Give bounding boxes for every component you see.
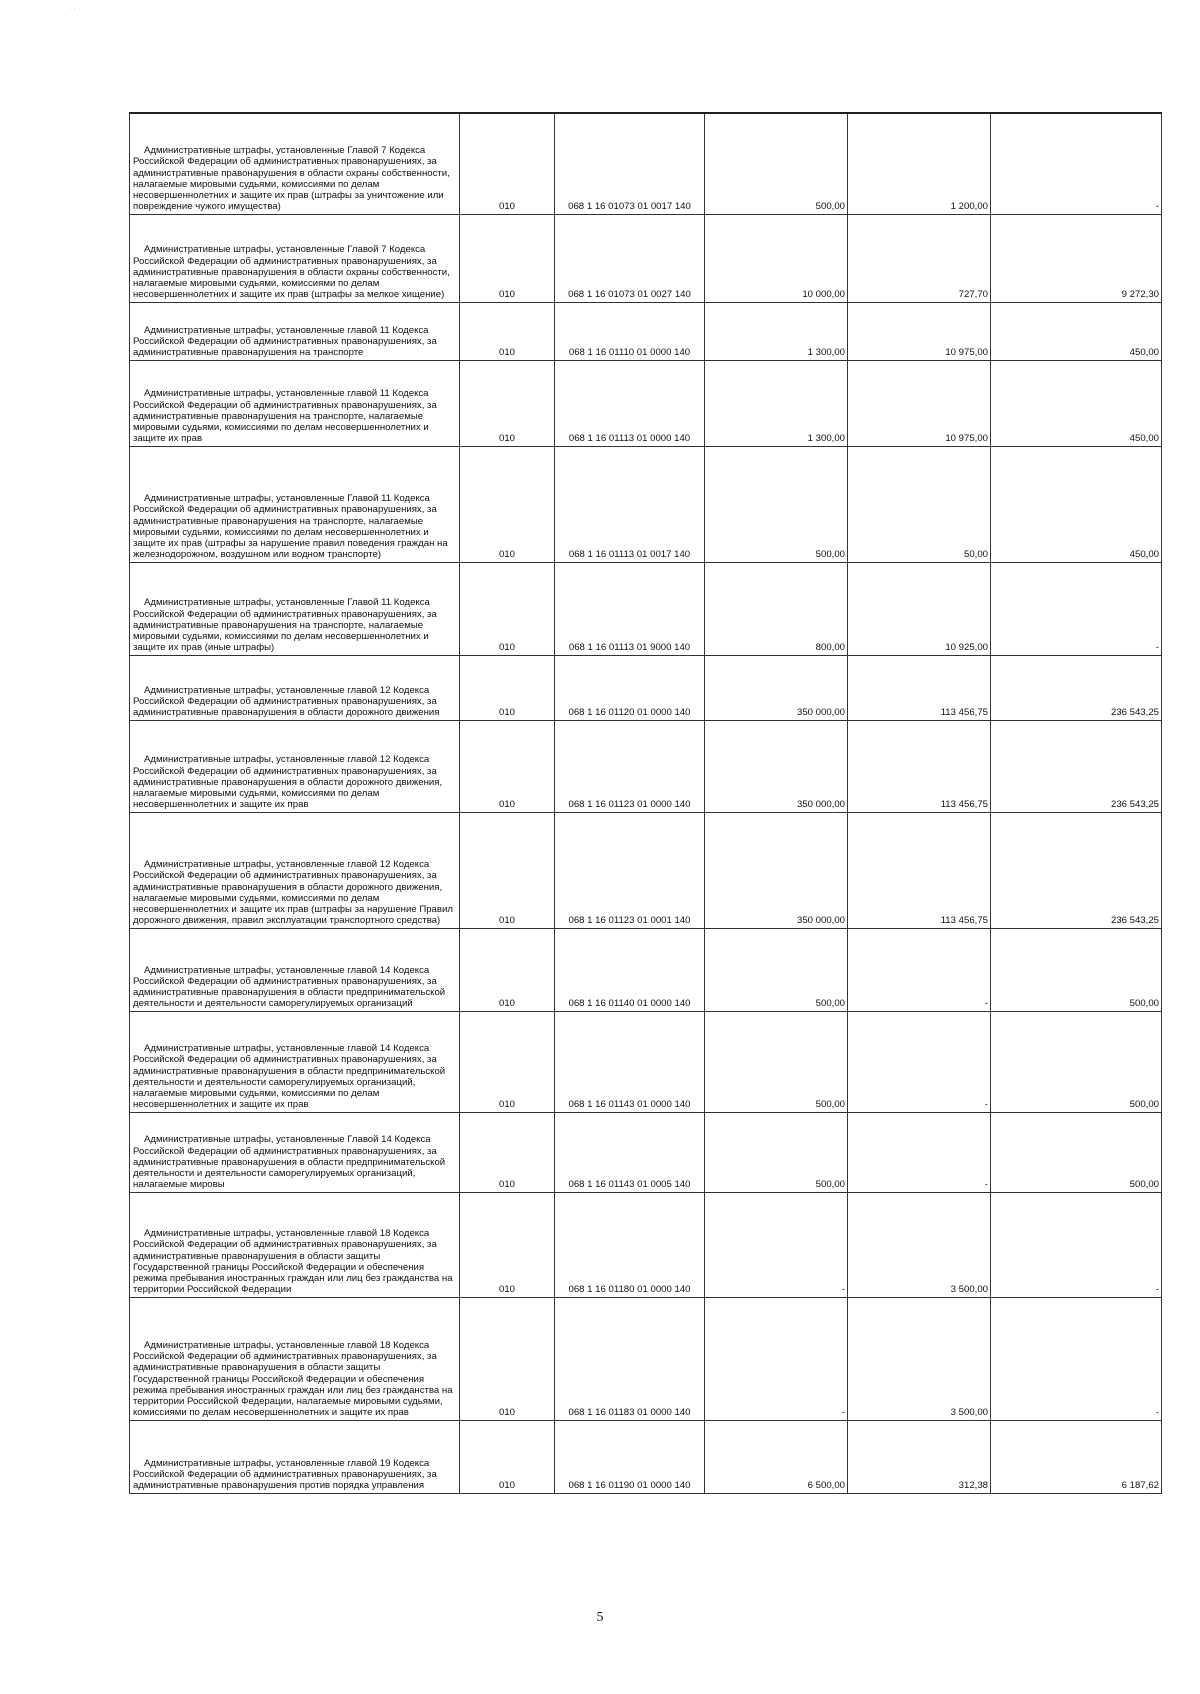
- budget-code-text: 068 1 16 01180 01 0000 140: [568, 1284, 691, 1296]
- remainder-amount-text: 9 272,30: [1121, 289, 1159, 301]
- line-code-cell: [460, 1420, 555, 1493]
- plan-amount-cell: [705, 360, 848, 446]
- budget-code-text: 068 1 16 01123 01 0000 140: [568, 799, 691, 811]
- description-text: Административные штрафы, установленные Главой 11 Кодекса Российской Федерации об административных правонарушениях, за административные правонарушения на транспорте, налагаемые мировыми судьями, комиссиями по делам несовершеннолетних и защите их прав (иные штрафы): [133, 597, 437, 654]
- budget-code-cell: [555, 446, 705, 562]
- executed-amount-cell: [848, 214, 991, 302]
- table-row: [130, 1011, 1162, 1112]
- plan-amount-text: 6 500,00: [807, 1480, 845, 1492]
- budget-code-text: 068 1 16 01120 01 0000 140: [568, 707, 691, 719]
- budget-code-text: 068 1 16 01113 01 0000 140: [568, 433, 691, 445]
- table-row: [130, 928, 1162, 1011]
- remainder-amount-cell: [991, 562, 1162, 655]
- budget-code-cell: [555, 812, 705, 928]
- line-code-text: 010: [498, 1407, 515, 1419]
- line-code-cell: [460, 655, 555, 720]
- budget-code-cell: [555, 360, 705, 446]
- table-row: [130, 214, 1162, 302]
- plan-amount-text: 10 000,00: [802, 289, 845, 301]
- line-code-text: 010: [498, 1480, 515, 1492]
- line-code-text: 010: [498, 998, 515, 1010]
- budget-code-text: 068 1 16 01183 01 0000 140: [568, 1407, 691, 1419]
- plan-amount-cell: [705, 1192, 848, 1297]
- remainder-amount-cell: [991, 214, 1162, 302]
- description-cell: [130, 720, 460, 812]
- table-row: [130, 720, 1162, 812]
- plan-amount-text: -: [841, 1407, 845, 1419]
- plan-amount-cell: [705, 113, 848, 214]
- remainder-amount-cell: [991, 302, 1162, 360]
- description-cell: [130, 1297, 460, 1420]
- description-text: Административные штрафы, установленные главой 18 Кодекса Российской Федерации об административных правонарушениях, за административные правонарушения в области защиты Государственной границы Российской Федерации и обеспечения режима пребывания иностранных граждан или лиц без гражданства на территории Российской Федерации: [133, 1228, 453, 1296]
- description-text: Административные штрафы, установленные главой 18 Кодекса Российской Федерации об административных правонарушениях, за административные правонарушения в области защиты Государственной границы Российской Федерации и обеспечения режима пребывания иностранных граждан или лиц без гражданства на территории Российской Федерации, налагаемые мировыми судьями, комиссиями по делам несовершеннолетних и защите их прав: [133, 1340, 453, 1419]
- description-cell: [130, 302, 460, 360]
- table-row: [130, 113, 1162, 214]
- executed-amount-cell: [848, 812, 991, 928]
- remainder-amount-text: 450,00: [1129, 347, 1159, 359]
- plan-amount-text: 800,00: [815, 642, 845, 654]
- plan-amount-cell: [705, 1420, 848, 1493]
- report-table: [129, 112, 1162, 1494]
- budget-code-text: 068 1 16 01143 01 0000 140: [568, 1099, 691, 1111]
- remainder-amount-text: 236 543,25: [1110, 915, 1159, 927]
- executed-amount-text: 113 456,75: [940, 707, 988, 719]
- table-row: [130, 812, 1162, 928]
- description-text: Административные штрафы, установленные главой 12 Кодекса Российской Федерации об административных правонарушениях, за административные правонарушения в области дорожного движения, налагаемые мировыми судьями, комиссиями по делам несовершеннолетних и защите их прав (штрафы за нарушение Правил дорожного движения, правил эксплуатации транспортного средства): [133, 859, 453, 927]
- plan-amount-cell: [705, 1011, 848, 1112]
- plan-amount-text: 350 000,00: [796, 799, 845, 811]
- remainder-amount-text: 500,00: [1129, 998, 1159, 1010]
- line-code-text: 010: [498, 433, 515, 445]
- executed-amount-cell: [848, 928, 991, 1011]
- budget-code-cell: [555, 1112, 705, 1192]
- plan-amount-text: 350 000,00: [796, 707, 845, 719]
- remainder-amount-cell: [991, 1420, 1162, 1493]
- table-row: [130, 302, 1162, 360]
- line-code-cell: [460, 1011, 555, 1112]
- executed-amount-text: 10 925,00: [945, 642, 988, 654]
- remainder-amount-cell: [991, 720, 1162, 812]
- budget-code-text: 068 1 16 01113 01 0017 140: [568, 549, 691, 561]
- line-code-cell: [460, 562, 555, 655]
- line-code-cell: [460, 812, 555, 928]
- budget-code-cell: [555, 562, 705, 655]
- table-row: [130, 1192, 1162, 1297]
- remainder-amount-text: 450,00: [1129, 433, 1159, 445]
- budget-code-text: 068 1 16 01143 01 0005 140: [568, 1179, 691, 1191]
- plan-amount-text: 1 300,00: [807, 433, 845, 445]
- line-code-cell: [460, 928, 555, 1011]
- line-code-cell: [460, 446, 555, 562]
- executed-amount-cell: [848, 113, 991, 214]
- line-code-text: 010: [498, 1284, 515, 1296]
- plan-amount-cell: [705, 446, 848, 562]
- plan-amount-text: 500,00: [815, 549, 845, 561]
- description-text: Административные штрафы, установленные Главой 14 Кодекса Российской Федерации об административных правонарушениях, за административные правонарушения в области предпринимательской деятельности и деятельности саморегулируемых организаций, налагаемые мировы: [133, 1134, 446, 1191]
- line-code-text: 010: [498, 799, 515, 811]
- description-cell: [130, 562, 460, 655]
- plan-amount-text: 350 000,00: [796, 915, 845, 927]
- remainder-amount-text: -: [1155, 1284, 1159, 1296]
- budget-code-cell: [555, 113, 705, 214]
- remainder-amount-text: 236 543,25: [1110, 799, 1159, 811]
- plan-amount-text: 500,00: [815, 201, 845, 213]
- line-code-text: 010: [498, 347, 515, 359]
- executed-amount-cell: [848, 1297, 991, 1420]
- plan-amount-text: 1 300,00: [807, 347, 845, 359]
- description-cell: [130, 113, 460, 214]
- budget-code-text: 068 1 16 01190 01 0000 140: [568, 1480, 691, 1492]
- budget-code-text: 068 1 16 01123 01 0001 140: [568, 915, 691, 927]
- remainder-amount-text: 6 187,62: [1121, 1480, 1159, 1492]
- plan-amount-cell: [705, 214, 848, 302]
- executed-amount-cell: [848, 1011, 991, 1112]
- remainder-amount-text: -: [1155, 642, 1159, 654]
- remainder-amount-text: 236 543,25: [1110, 707, 1159, 719]
- plan-amount-text: -: [841, 1284, 845, 1296]
- executed-amount-cell: [848, 655, 991, 720]
- line-code-text: 010: [498, 289, 515, 301]
- remainder-amount-cell: [991, 928, 1162, 1011]
- table-row: [130, 1112, 1162, 1192]
- description-cell: [130, 214, 460, 302]
- budget-code-cell: [555, 1297, 705, 1420]
- remainder-amount-text: -: [1155, 201, 1159, 213]
- description-text: Административные штрафы, установленные Главой 11 Кодекса Российской Федерации об административных правонарушениях, за административные правонарушения на транспорте, налагаемые мировыми судьями, комиссиями по делам несовершеннолетних и защите их прав (штрафы за нарушение правил поведения граждан на железнодорожном, воздушном или водном транспорте): [133, 493, 448, 561]
- plan-amount-cell: [705, 1112, 848, 1192]
- budget-code-cell: [555, 1420, 705, 1493]
- executed-amount-cell: [848, 302, 991, 360]
- executed-amount-text: 3 500,00: [950, 1284, 988, 1296]
- table-row: [130, 446, 1162, 562]
- remainder-amount-cell: [991, 1011, 1162, 1112]
- scan-artifact: · · ·: [70, 6, 81, 13]
- budget-code-cell: [555, 1192, 705, 1297]
- budget-code-text: 068 1 16 01073 01 0027 140: [568, 289, 691, 301]
- description-cell: [130, 655, 460, 720]
- remainder-amount-cell: [991, 446, 1162, 562]
- description-cell: [130, 1192, 460, 1297]
- remainder-amount-text: 500,00: [1129, 1179, 1159, 1191]
- remainder-amount-cell: [991, 1112, 1162, 1192]
- line-code-text: 010: [498, 915, 515, 927]
- executed-amount-cell: [848, 1420, 991, 1493]
- plan-amount-text: 500,00: [815, 1179, 845, 1191]
- executed-amount-cell: [848, 446, 991, 562]
- budget-code-text: 068 1 16 01073 01 0017 140: [568, 201, 691, 213]
- executed-amount-cell: [848, 1112, 991, 1192]
- description-cell: [130, 446, 460, 562]
- remainder-amount-text: 500,00: [1129, 1099, 1159, 1111]
- description-text: Административные штрафы, установленные главой 14 Кодекса Российской Федерации об административных правонарушениях, за административные правонарушения в области предпринимательской деятельности и деятельности саморегулируемых организаций: [133, 964, 446, 1010]
- description-cell: [130, 1420, 460, 1493]
- plan-amount-text: 500,00: [815, 998, 845, 1010]
- remainder-amount-cell: [991, 812, 1162, 928]
- executed-amount-text: -: [984, 1179, 988, 1191]
- executed-amount-text: 1 200,00: [950, 201, 988, 213]
- description-cell: [130, 1112, 460, 1192]
- remainder-amount-cell: [991, 1297, 1162, 1420]
- description-cell: [130, 812, 460, 928]
- budget-code-cell: [555, 302, 705, 360]
- plan-amount-cell: [705, 562, 848, 655]
- plan-amount-cell: [705, 928, 848, 1011]
- description-text: Административные штрафы, установленные главой 12 Кодекса Российской Федерации об административных правонарушениях, за административные правонарушения в области дорожного движения: [133, 684, 440, 719]
- line-code-cell: [460, 1112, 555, 1192]
- remainder-amount-cell: [991, 1192, 1162, 1297]
- remainder-amount-text: -: [1155, 1407, 1159, 1419]
- line-code-text: 010: [498, 642, 515, 654]
- executed-amount-text: 50,00: [963, 549, 988, 561]
- executed-amount-text: 113 456,75: [940, 915, 988, 927]
- table-row: [130, 1420, 1162, 1493]
- plan-amount-cell: [705, 1297, 848, 1420]
- budget-code-cell: [555, 655, 705, 720]
- executed-amount-text: -: [984, 998, 988, 1010]
- budget-code-cell: [555, 214, 705, 302]
- line-code-cell: [460, 214, 555, 302]
- line-code-cell: [460, 720, 555, 812]
- description-cell: [130, 360, 460, 446]
- description-text: Административные штрафы, установленные главой 19 Кодекса Российской Федерации об административных правонарушениях, за административные правонарушения против порядка управления: [133, 1457, 437, 1492]
- line-code-cell: [460, 1297, 555, 1420]
- plan-amount-text: 500,00: [815, 1099, 845, 1111]
- description-cell: [130, 928, 460, 1011]
- budget-code-cell: [555, 720, 705, 812]
- description-text: Административные штрафы, установленные Главой 7 Кодекса Российской Федерации об административных правонарушениях, за административные правонарушения в области охраны собственности, налагаемые мировыми судьями, комиссиями по делам несовершеннолетних и защите их прав (штрафы за уничтожение или повреждение чужого имущества): [133, 145, 450, 213]
- executed-amount-text: 727,70: [958, 289, 988, 301]
- executed-amount-cell: [848, 720, 991, 812]
- table-body: [130, 113, 1162, 1493]
- line-code-cell: [460, 113, 555, 214]
- description-text: Административные штрафы, установленные главой 12 Кодекса Российской Федерации об административных правонарушениях, за административные правонарушения в области дорожного движения, налагаемые мировыми судьями, комиссиями по делам несовершеннолетних и защите их прав: [133, 754, 443, 811]
- budget-code-text: 068 1 16 01110 01 0000 140: [568, 347, 691, 359]
- plan-amount-cell: [705, 720, 848, 812]
- description-cell: [130, 1011, 460, 1112]
- executed-amount-cell: [848, 360, 991, 446]
- table-row: [130, 655, 1162, 720]
- executed-amount-cell: [848, 562, 991, 655]
- line-code-text: 010: [498, 1099, 515, 1111]
- line-code-cell: [460, 1192, 555, 1297]
- executed-amount-text: -: [984, 1099, 988, 1111]
- budget-code-text: 068 1 16 01113 01 9000 140: [568, 642, 691, 654]
- executed-amount-text: 10 975,00: [945, 347, 988, 359]
- description-text: Административные штрафы, установленные главой 11 Кодекса Российской Федерации об административных правонарушениях, за административные правонарушения на транспорте, налагаемые мировыми судьями, комиссиями по делам несовершеннолетних и защите их прав: [133, 388, 437, 445]
- description-text: Административные штрафы, установленные Главой 7 Кодекса Российской Федерации об административных правонарушениях, за административные правонарушения в области охраны собственности, налагаемые мировыми судьями, комиссиями по делам несовершеннолетних и защите их прав (штрафы за мелкое хищение): [133, 244, 450, 301]
- line-code-text: 010: [498, 1179, 515, 1191]
- table-row: [130, 562, 1162, 655]
- plan-amount-cell: [705, 302, 848, 360]
- table-row: [130, 1297, 1162, 1420]
- budget-code-text: 068 1 16 01140 01 0000 140: [568, 998, 691, 1010]
- executed-amount-cell: [848, 1192, 991, 1297]
- line-code-cell: [460, 302, 555, 360]
- remainder-amount-cell: [991, 360, 1162, 446]
- remainder-amount-cell: [991, 113, 1162, 214]
- description-text: Административные штрафы, установленные главой 11 Кодекса Российской Федерации об административных правонарушениях, за административные правонарушения на транспорте: [133, 324, 437, 359]
- table-row: [130, 360, 1162, 446]
- executed-amount-text: 10 975,00: [945, 433, 988, 445]
- remainder-amount-text: 450,00: [1129, 549, 1159, 561]
- page-number: 5: [596, 1610, 604, 1625]
- line-code-cell: [460, 360, 555, 446]
- executed-amount-text: 3 500,00: [950, 1407, 988, 1419]
- executed-amount-text: 113 456,75: [940, 799, 988, 811]
- plan-amount-cell: [705, 655, 848, 720]
- line-code-text: 010: [498, 707, 515, 719]
- budget-code-cell: [555, 928, 705, 1011]
- line-code-text: 010: [498, 549, 515, 561]
- description-text: Административные штрафы, установленные главой 14 Кодекса Российской Федерации об административных правонарушениях, за административные правонарушения в области предпринимательской деятельности и деятельности саморегулируемых организаций, налагаемые мировыми судьями, комиссиями по делам несовершеннолетних и защите их прав: [133, 1043, 446, 1111]
- line-code-text: 010: [498, 201, 515, 213]
- remainder-amount-cell: [991, 655, 1162, 720]
- plan-amount-cell: [705, 812, 848, 928]
- budget-code-cell: [555, 1011, 705, 1112]
- executed-amount-text: 312,38: [958, 1480, 988, 1492]
